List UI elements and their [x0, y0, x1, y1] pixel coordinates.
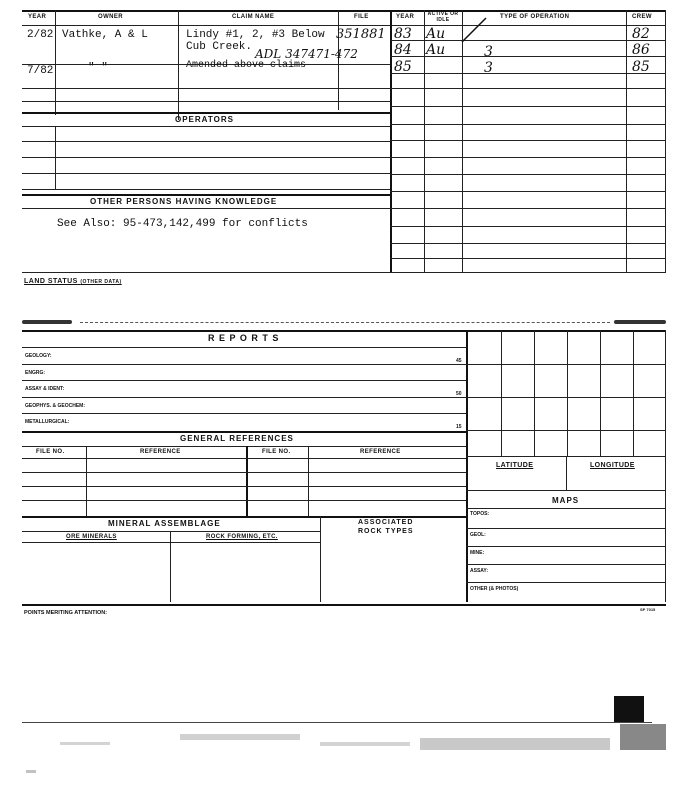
activity-year-2: 84 — [394, 42, 412, 58]
strike-mark — [460, 14, 490, 44]
activity-type-2: 3 — [484, 44, 493, 60]
gr-reference-1: REFERENCE — [140, 449, 181, 455]
land-status-label: LAND STATUS — [24, 278, 78, 285]
report-engrg: ENGRG: — [25, 370, 45, 376]
claim-name-1a: Lindy #1, 2, #3 Below — [186, 29, 325, 41]
col-crew: CREW — [632, 14, 652, 20]
rock-forming-label: ROCK FORMING, ETC. — [206, 534, 278, 540]
gr-reference-2: REFERENCE — [360, 449, 401, 455]
owner-name-1: Vathke, A & L — [62, 29, 148, 41]
scan-mark-left — [22, 320, 72, 324]
reports-title: R E P O R T S — [208, 333, 280, 343]
col-year-2: YEAR — [396, 14, 415, 20]
form-code: SP 7015 — [640, 607, 656, 612]
associated-rock-line1: ASSOCIATED — [358, 519, 414, 526]
longitude-label: LONGITUDE — [590, 462, 635, 469]
maps-title: MAPS — [552, 496, 580, 505]
maps-geol: GEOL: — [470, 532, 486, 538]
other-persons-title: OTHER PERSONS HAVING KNOWLEDGE — [90, 197, 278, 206]
owner-year-2: 7/82 — [27, 65, 54, 77]
operators-title: OPERATORS — [175, 115, 234, 124]
activity-crew-1: 82 — [632, 26, 650, 42]
mineral-assemblage-title: MINERAL ASSEMBLAGE — [108, 519, 221, 528]
ore-minerals-label: ORE MINERALS — [66, 534, 117, 540]
col-type-operation: TYPE OF OPERATION — [500, 14, 570, 20]
claim-name-2: Amended above claims — [186, 60, 307, 71]
activity-status-2: Au — [426, 42, 446, 58]
gr-file-no-2: FILE NO. — [262, 449, 291, 455]
report-metallurgical: METALLURGICAL: — [25, 419, 70, 425]
claim-name-1b: Cub Creek. — [186, 41, 253, 53]
report-geology: GEOLOGY: — [25, 353, 52, 359]
land-status-title — [24, 278, 122, 285]
adl-note: ADL 347471-472 — [255, 47, 358, 61]
associated-rock-line2: ROCK TYPES — [358, 528, 414, 535]
maps-topos: TOPOS: — [470, 511, 490, 517]
activity-year-1: 83 — [394, 26, 412, 42]
report-num-3: 50 — [456, 391, 462, 397]
report-geophys: GEOPHYS. & GEOCHEM: — [25, 403, 86, 409]
maps-other: OTHER (& PHOTOS) — [470, 586, 519, 592]
gr-file-no-1: FILE NO. — [36, 449, 65, 455]
land-status-sub: (OTHER DATA) — [80, 279, 122, 285]
col-claim-name: CLAIM NAME — [232, 14, 275, 20]
activity-year-3: 85 — [394, 59, 412, 75]
general-references-title: GENERAL REFERENCES — [180, 434, 294, 443]
owner-name-2: " " — [88, 62, 108, 74]
col-owner: OWNER — [98, 14, 123, 20]
owner-year-1: 2/82 — [27, 29, 54, 41]
activity-status-1: Au — [426, 26, 446, 42]
maps-mine: MINE: — [470, 550, 485, 556]
latitude-label: LATITUDE — [496, 462, 534, 469]
activity-type-3: 3 — [484, 60, 493, 76]
report-num-5: 15 — [456, 424, 462, 430]
report-assay: ASSAY & IDENT: — [25, 386, 65, 392]
activity-crew-3: 85 — [632, 59, 650, 75]
see-also-note: See Also: 95-473,142,499 for conflicts — [57, 218, 308, 230]
col-active-idle: ACTIVE OR IDLE — [427, 11, 459, 23]
report-num-1: 45 — [456, 358, 462, 364]
maps-assay: ASSAY: — [470, 568, 489, 574]
activity-crew-2: 86 — [632, 42, 650, 58]
points-meriting-attention: POINTS MERITING ATTENTION: — [24, 610, 108, 616]
col-file: FILE — [354, 14, 369, 20]
file-number-1: 351881 — [336, 27, 386, 42]
scan-mark-right — [614, 320, 666, 324]
col-year: YEAR — [28, 14, 47, 20]
